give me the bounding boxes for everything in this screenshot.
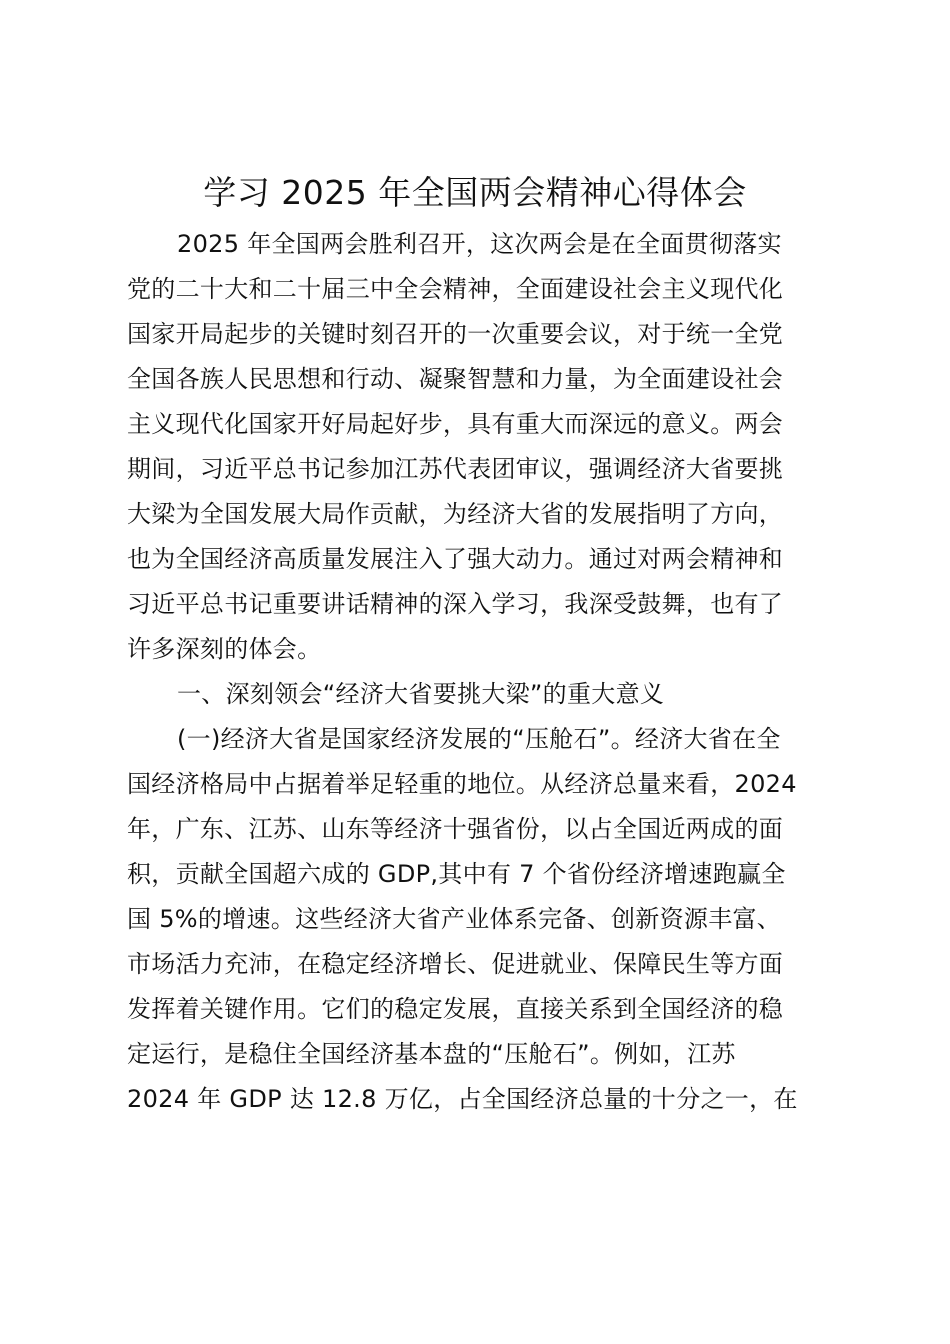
- section-line: 国经济格局中占据着举足轻重的地位。从经济总量来看，2024: [127, 770, 797, 798]
- intro-line: 主义现代化国家开好局起好步，具有重大而深远的意义。两会: [127, 410, 784, 438]
- document-title: 学习 2025 年全国两会精神心得体会: [203, 173, 747, 212]
- intro-line: 国家开局起步的关键时刻召开的一次重要会议，对于统一全党: [127, 320, 784, 348]
- section-heading: 一、深刻领会“经济大省要挑大梁”的重大意义: [177, 680, 665, 708]
- intro-line: 2025 年全国两会胜利召开，这次两会是在全面贯彻落实: [177, 230, 782, 258]
- intro-line: 期间，习近平总书记参加江苏代表团审议，强调经济大省要挑: [127, 455, 784, 483]
- section-line: 定运行，是稳住全国经济基本盘的“压舱石”。例如，江苏: [127, 1040, 736, 1068]
- intro-line: 许多深刻的体会。: [127, 635, 322, 663]
- intro-line: 全国各族人民思想和行动、凝聚智慧和力量，为全面建设社会: [127, 365, 784, 393]
- intro-line: 大梁为全国发展大局作贡献，为经济大省的发展指明了方向，: [127, 500, 784, 528]
- section-line: 国 5%的增速。这些经济大省产业体系完备、创新资源丰富、: [127, 905, 782, 933]
- section-line: 积，贡献全国超六成的 GDP,其中有 7 个省份经济增速跑赢全: [127, 860, 786, 888]
- section-line: (一)经济大省是国家经济发展的“压舱石”。经济大省在全: [177, 725, 781, 753]
- section-line: 市场活力充沛，在稳定经济增长、促进就业、保障民生等方面: [127, 950, 784, 978]
- section-line: 年，广东、江苏、山东等经济十强省份，以占全国近两成的面: [127, 815, 784, 843]
- intro-line: 党的二十大和二十届三中全会精神，全面建设社会主义现代化: [127, 275, 784, 303]
- section-line: 2024 年 GDP 达 12.8 万亿，占全国经济总量的十分之一，在: [127, 1085, 798, 1113]
- intro-line: 也为全国经济高质量发展注入了强大动力。通过对两会精神和: [127, 545, 784, 573]
- intro-line: 习近平总书记重要讲话精神的深入学习，我深受鼓舞，也有了: [127, 590, 784, 618]
- section-line: 发挥着关键作用。它们的稳定发展，直接关系到全国经济的稳: [127, 995, 784, 1023]
